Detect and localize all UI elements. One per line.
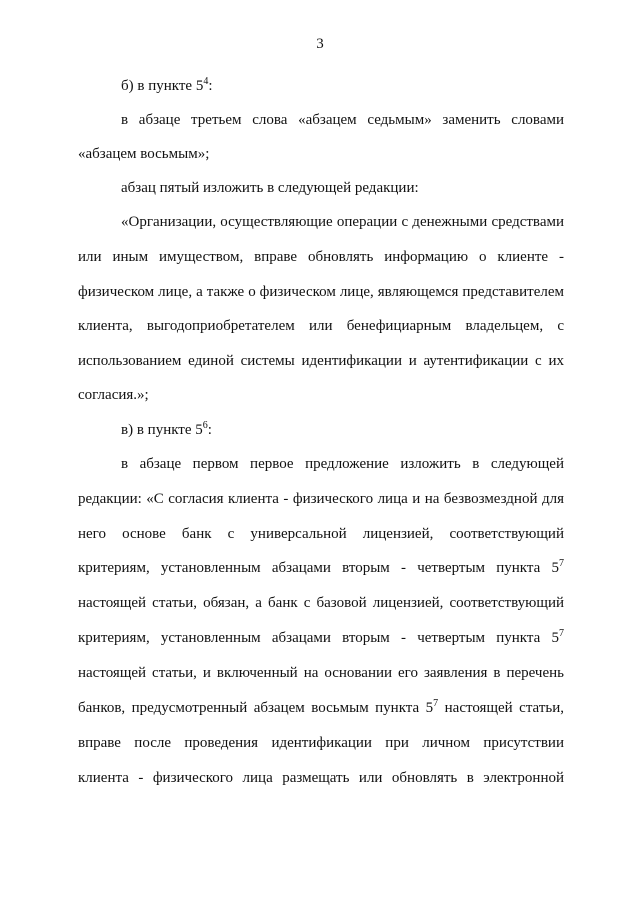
paragraph-line: [121, 457, 564, 472]
paragraph-line: [78, 388, 564, 403]
text-run: в) в пункте 5: [121, 422, 203, 438]
paragraph-line: [78, 698, 565, 716]
paragraph-line: [78, 147, 564, 162]
text-run: б) в пункте 5: [121, 78, 204, 94]
paragraph-line: [121, 420, 212, 438]
text-run: или иным имуществом, вправе обновлять информацию о клиенте -: [78, 249, 564, 265]
text-run: настоящей статьи, и включенный на основании его заявления в перечень: [78, 665, 564, 681]
text-run: согласия.»;: [78, 387, 149, 403]
paragraph-line: [78, 558, 564, 576]
text-run: редакции: «С согласия клиента - физического лица и на безвозмездной для: [78, 491, 564, 507]
superscript: 7: [559, 558, 564, 569]
text-run: в абзаце третьем слова «абзацем седьмым» заменить словами: [121, 112, 564, 128]
paragraph-line: [78, 771, 564, 786]
paragraph-line: [78, 250, 564, 265]
paragraph-line: [78, 319, 564, 334]
text-run: вправе после проведения идентификации при личном присутствии: [78, 735, 564, 751]
paragraph-line: [78, 736, 564, 751]
paragraph-line: [121, 113, 564, 128]
text-run: использованием единой системы идентификации и аутентификации с их: [78, 353, 564, 369]
text-run: :: [208, 78, 213, 94]
page-number: 3: [316, 36, 324, 52]
superscript: 7: [559, 628, 564, 639]
superscript: 7: [433, 698, 439, 709]
text-run: него основе банк с универсальной лицензией, соответствующий: [78, 526, 564, 542]
text-run: физическом лице, а также о физическом лице, являющемся представителем: [78, 284, 564, 300]
text-run: банков, предусмотренный абзацем восьмым пункта 5: [78, 700, 434, 716]
text-run: клиента - физического лица размещать или обновлять в электронной: [78, 770, 564, 786]
text-run: абзац пятый изложить в следующей редакции:: [121, 180, 419, 196]
text-run: настоящей статьи,: [438, 700, 565, 716]
paragraph-line: [121, 215, 564, 230]
text-run: критериям, установленным абзацами вторым - четвертым пункта 5: [78, 560, 559, 576]
paragraph-line: [121, 181, 419, 196]
paragraph-line: [121, 76, 213, 94]
paragraph-line: [78, 492, 564, 507]
superscript: 4: [203, 76, 209, 87]
paragraph-line: [78, 527, 564, 542]
paragraph-line: [78, 285, 564, 300]
text-run: :: [207, 422, 212, 438]
text-run: клиента, выгодоприобретателем или бенефициарным владельцем, с: [78, 318, 564, 334]
paragraph-line: [78, 596, 564, 611]
text-run: «абзацем восьмым»;: [78, 146, 210, 162]
text-run: настоящей статьи, обязан, а банк с базовой лицензией, соответствующий: [78, 595, 564, 611]
superscript: 6: [202, 420, 208, 431]
paragraph-line: [78, 354, 564, 369]
paragraph-line: [78, 628, 564, 646]
paragraph-line: [78, 666, 564, 681]
text-run: критериям, установленным абзацами вторым - четвертым пункта 5: [78, 630, 559, 646]
text-run: в абзаце первом первое предложение изложить в следующей: [121, 456, 564, 472]
text-run: «Организации, осуществляющие операции с денежными средствами: [121, 214, 564, 230]
